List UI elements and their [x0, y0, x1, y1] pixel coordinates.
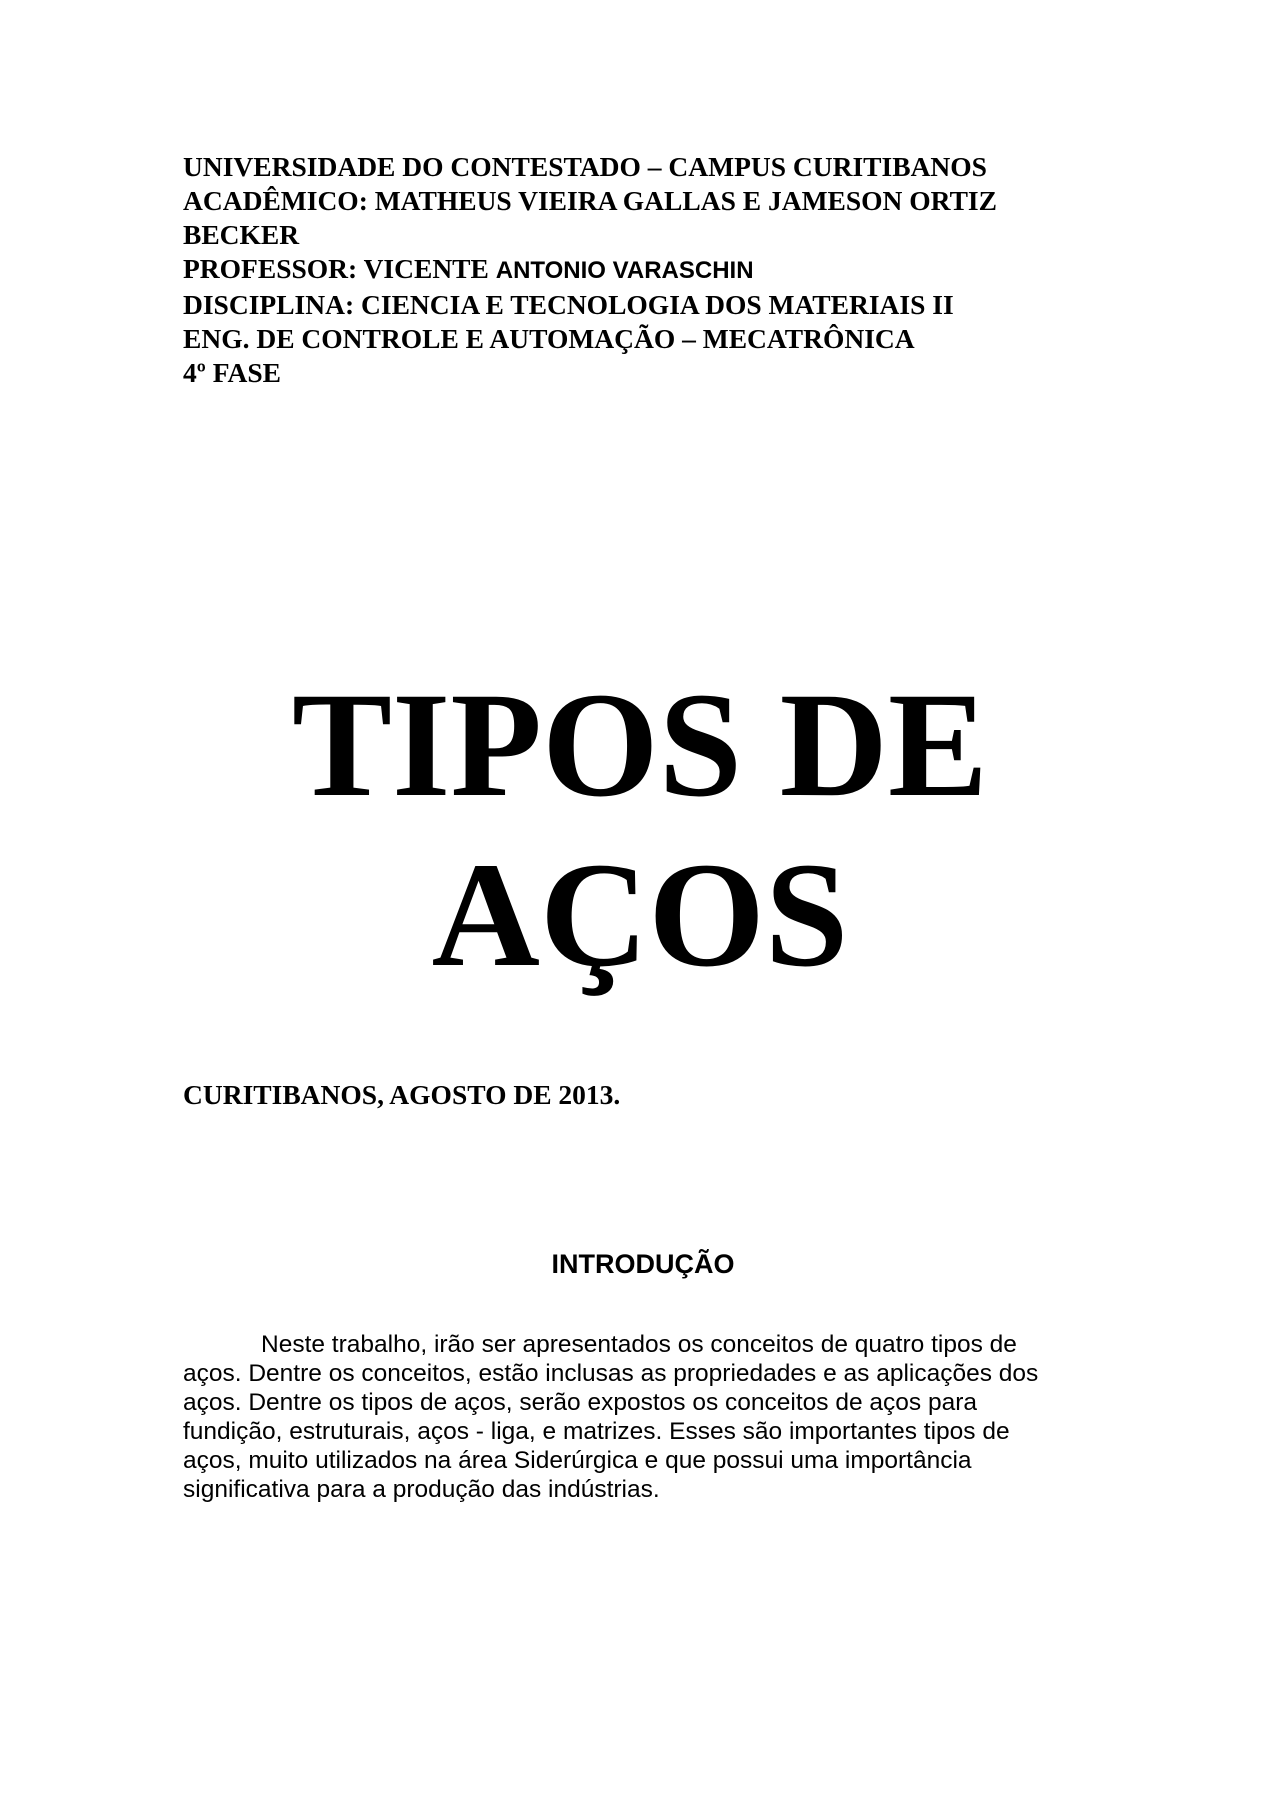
paragraph-line: significativa para a produção das indústrias.	[183, 1476, 660, 1503]
introduction-paragraph	[183, 1330, 1088, 1504]
cover-header	[183, 150, 1103, 390]
title-line-1: TIPOS DE	[291, 662, 989, 828]
academic-line: ACADÊMICO: MATHEUS VIEIRA GALLAS E JAMESON ORTIZ	[183, 185, 997, 216]
course-line: ENG. DE CONTROLE E AUTOMAÇÃO – MECATRÔNICA	[183, 323, 915, 354]
paragraph-line: aços. Dentre os tipos de aços, serão expostos os conceitos de aços para	[183, 1389, 977, 1416]
professor-line	[183, 252, 1103, 288]
professor-label: PROFESSOR: VICENTE	[183, 253, 496, 284]
professor-name-rest: ANTONIO VARASCHIN	[495, 257, 754, 284]
discipline-line: DISCIPLINA: CIENCIA E TECNOLOGIA DOS MATERIAIS II	[183, 289, 954, 320]
paragraph-line: fundição, estruturais, aços - liga, e matrizes. Esses são importantes tipos de	[183, 1418, 1010, 1445]
title-line-2: AÇOS	[431, 832, 849, 998]
paragraph-line: aços, muito utilizados na área Siderúrgica e que possui uma importância	[183, 1447, 972, 1474]
university-line: UNIVERSIDADE DO CONTESTADO – CAMPUS CURITIBANOS	[183, 151, 987, 182]
document-title	[180, 660, 1100, 1000]
paragraph-line: aços. Dentre os conceitos, estão inclusas as propriedades e as aplicações dos	[183, 1360, 1039, 1387]
introduction-heading: INTRODUÇÃO	[551, 1249, 735, 1279]
phase-line: 4º FASE	[183, 357, 281, 388]
place-and-date: CURITIBANOS, AGOSTO DE 2013.	[183, 1079, 621, 1110]
paragraph-line: Neste trabalho, irão ser apresentados os conceitos de quatro tipos de	[261, 1331, 1017, 1358]
academic-line-continued: BECKER	[183, 219, 300, 250]
